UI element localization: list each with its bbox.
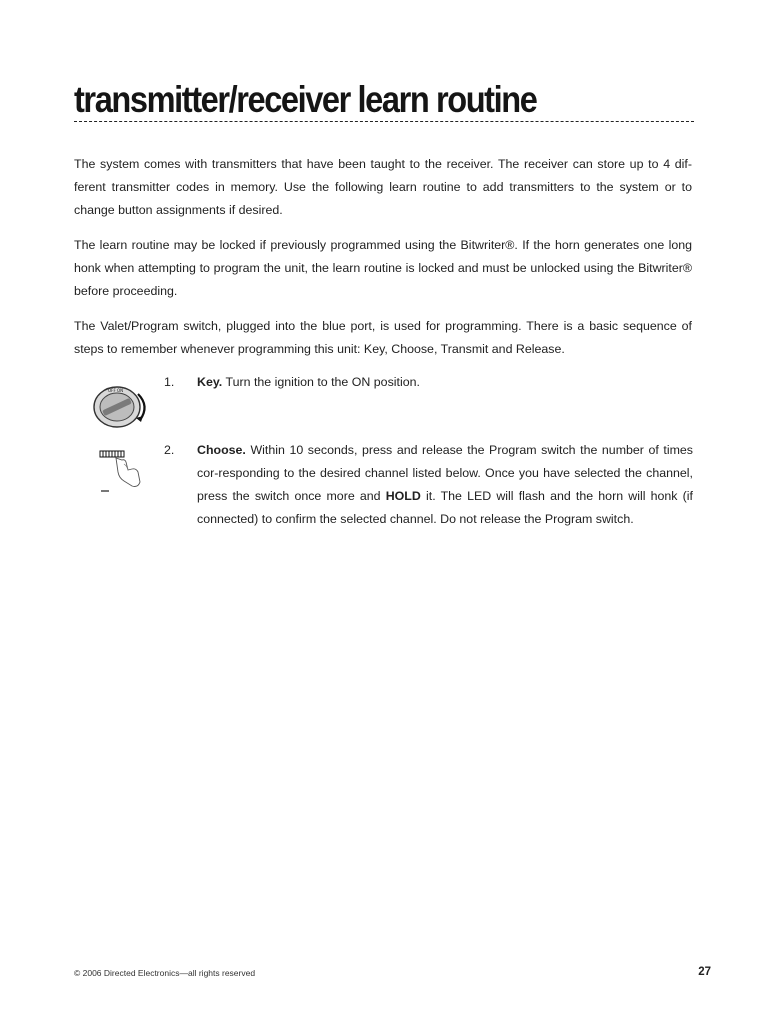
- valet-switch-paragraph: The Valet/Program switch, plugged into the blue port, is used for programming. There is a basic sequence of steps to remember whenever programming this unit: Key, Choose, Transmit and Release.: [74, 319, 692, 356]
- step-body: Within 10 seconds, press and release the Program switch the number of times cor-responding to the desired channel listed below. Once you have selected the channel, press the switch once more and: [197, 443, 693, 503]
- lock-note-paragraph: The learn routine may be locked if previously programmed using the Bitwriter®. If the horn generates one long honk when attempting to program the unit, the learn routine is locked and must be unlocked using the Bitwriter® before proceeding.: [74, 238, 692, 298]
- step-number: 1.: [164, 375, 175, 389]
- title-dashed-rule: [74, 121, 694, 122]
- step-heading: Key.: [197, 375, 223, 389]
- step-body: Turn the ignition to the ON position.: [222, 375, 420, 389]
- page-number: 27: [698, 966, 711, 978]
- step-text: [197, 439, 693, 531]
- program-switch-press-icon: [98, 448, 144, 496]
- step-number: 2.: [164, 443, 175, 457]
- hold-emphasis: HOLD: [385, 489, 421, 503]
- svg-text:OFF ON: OFF ON: [108, 388, 124, 393]
- copyright-footer: © 2006 Directed Electronics—all rights reserved: [74, 968, 256, 978]
- intro-paragraph: The system comes with transmitters that have been taught to the receiver. The receiver can store up to 4 dif-ferent transmitter codes in memory. Use the following learn routine to add transmitters to the system or to change button assignments if desired.: [74, 157, 692, 217]
- ignition-key-icon: [90, 380, 152, 430]
- page-title: transmitter/receiver learn routine: [74, 79, 537, 120]
- step-heading: Choose.: [197, 443, 246, 457]
- step-text: [197, 371, 693, 394]
- step-body-continued: it. The LED will flash and the horn will honk (if connected) to confirm the selected channel. Do not release the Program switch.: [197, 489, 693, 526]
